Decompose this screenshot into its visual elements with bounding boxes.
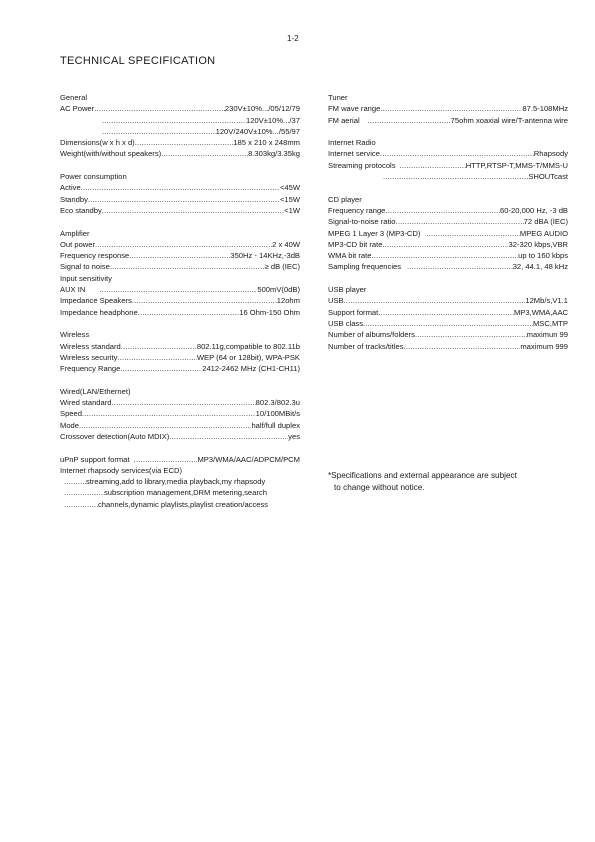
leader-dots [64, 476, 86, 487]
spec-label: MPEG 1 Layer 3 (MP3-CD) [328, 228, 421, 238]
spec-row-mp3-bitrate [328, 239, 568, 250]
leader-dots [129, 250, 230, 261]
spec-row-rhapsody-3 [60, 499, 300, 510]
radio-section-title: Internet Radio [328, 138, 376, 148]
spec-row-frequency-range [60, 363, 300, 374]
spec-label: Wired standard [60, 398, 112, 408]
spec-value: 500mV(0dB) [257, 285, 300, 295]
spec-row-eco [60, 205, 300, 216]
leader-dots [385, 205, 500, 216]
spec-row-ac-power-2 [60, 115, 300, 126]
spec-value: MP3,WMA,AAC [513, 307, 568, 317]
spec-row-output [60, 239, 300, 250]
leader-dots [161, 148, 248, 159]
spec-row-fm-aerial [328, 115, 568, 126]
right-column [328, 92, 568, 352]
spec-row-impedance-speakers [60, 295, 300, 306]
spec-row-usb-class [328, 318, 568, 329]
spec-label: USB class [328, 318, 364, 328]
spec-value: up to 160 kbps [518, 251, 568, 261]
spec-value: 230V±10%.../05/12/79 [224, 104, 300, 114]
spec-value: channels,dynamic playlists,playlist creation/access [98, 499, 269, 509]
leader-dots [169, 431, 288, 442]
spec-value: <15W [279, 194, 300, 204]
spec-value: streaming,add to library,media playback,my rhapsody [86, 477, 266, 487]
leader-dots [360, 115, 451, 126]
leader-dots [81, 182, 280, 193]
leader-dots [120, 363, 202, 374]
leader-dots [132, 295, 277, 306]
spec-value: 350Hz - 14KHz,-3dB [230, 251, 300, 261]
spec-label: Internet service [328, 149, 380, 159]
spec-value: 2412-2462 MHz (CH1-CH11) [202, 364, 300, 374]
leader-dots [420, 228, 519, 239]
leader-dots [102, 126, 216, 137]
spec-row-cd-frequency [328, 205, 568, 216]
spec-label: Streaming protocols [328, 160, 396, 170]
page-number: 1-2 [287, 34, 299, 43]
leader-dots [415, 329, 527, 340]
spec-row-rhapsody-1 [60, 476, 300, 487]
spec-value: WEP (64 or 128bit), WPA-PSK [196, 352, 300, 362]
leader-dots [380, 103, 522, 114]
leader-dots [121, 341, 197, 352]
spec-label: WMA bit rate [328, 251, 372, 261]
spec-label: uPnP support format [60, 454, 130, 464]
spec-row-streaming-protocols [328, 160, 568, 171]
spec-value: 2 x 40W [272, 239, 300, 249]
leader-dots [380, 148, 534, 159]
spec-value: yes [288, 431, 300, 441]
spec-row-mpeg [328, 228, 568, 239]
spec-value: maximun 99 [526, 330, 568, 340]
spec-row-impedance-headphone [60, 307, 300, 318]
leader-dots [102, 115, 246, 126]
spec-value: 72 dBA (IEC) [523, 217, 568, 227]
spec-value: 120V±10%.../37 [246, 115, 300, 125]
spec-row-crossover [60, 431, 300, 442]
spec-row-wireless-standard [60, 341, 300, 352]
leader-dots [382, 239, 508, 250]
spec-label: Frequency response [60, 251, 130, 261]
spec-value: MP3/WMA/AAC/ADPCM/PCM [197, 454, 300, 464]
spec-label: USB [328, 296, 344, 306]
spec-label: MP3-CD bit rate [328, 239, 383, 249]
spec-row-speed [60, 408, 300, 419]
leader-dots [344, 295, 526, 306]
spec-row-rhapsody-2 [60, 487, 300, 498]
leader-dots [130, 454, 198, 465]
leader-dots [85, 284, 257, 295]
spec-value: 75ohm xoaxial wire/T-antenna wire [450, 115, 568, 125]
spec-label: Dimensions(w x h x d) [60, 138, 135, 148]
spec-value: subscription management,DRM metering,search [104, 488, 267, 498]
spec-row-snr [60, 261, 300, 272]
spec-value: 32, 44.1, 48 kHz [512, 262, 568, 272]
leader-dots [112, 397, 256, 408]
spec-label: Signal to noise [60, 262, 110, 272]
leader-dots [94, 103, 225, 114]
spec-value: 802.11g,compatible to 802.11b [196, 341, 300, 351]
leader-dots [378, 307, 514, 318]
spec-label: Standby [60, 194, 88, 204]
spec-value: 8.303kg/3.35kg [248, 149, 300, 159]
spec-value: 16 Ohm-150 Ohm [239, 307, 300, 317]
spec-label: Wireless standard [60, 341, 121, 351]
spec-value: 32-320 kbps,VBR [508, 239, 568, 249]
leader-dots [371, 250, 518, 261]
spec-row-frequency [60, 250, 300, 261]
spec-row-usb [328, 295, 568, 306]
usb-section-title: USB player [328, 285, 367, 295]
leader-dots [117, 352, 196, 363]
spec-row-ac-power-3 [60, 126, 300, 137]
disclaimer-line-1: *Specifications and external appearance are subject [328, 471, 517, 480]
spec-row-wired-standard [60, 397, 300, 408]
leader-dots [82, 408, 256, 419]
spec-row-ac-power [60, 103, 300, 114]
tuner-section-title: Tuner [328, 93, 348, 102]
leader-dots [64, 499, 98, 510]
leader-dots [138, 307, 240, 318]
spec-value: maximum 999 [520, 341, 568, 351]
spec-label: Number of albums/folders [328, 330, 415, 340]
spec-label: Crossover detection(Auto MDIX) [60, 431, 170, 441]
leader-dots [396, 216, 524, 227]
spec-row-tracks [328, 341, 568, 352]
spec-row-cd-snr [328, 216, 568, 227]
spec-value: 802.3/802.3u [255, 398, 300, 408]
spec-label: Frequency Range [60, 364, 121, 374]
spec-row-streaming-protocols-2 [328, 171, 568, 182]
spec-value: Rhapsody [533, 149, 568, 159]
spec-label: FM aerial [328, 115, 360, 125]
spec-row-wma-bitrate [328, 250, 568, 261]
leader-dots [383, 171, 528, 182]
power-section-title: Power consumption [60, 172, 127, 182]
leader-dots [95, 239, 272, 250]
wireless-section-title: Wireless [60, 330, 90, 340]
leader-dots [88, 194, 280, 205]
spec-label: Wireless security [60, 352, 118, 362]
general-section-title: General [60, 93, 88, 102]
leader-dots [404, 341, 521, 352]
spec-label: AC Power [60, 104, 95, 114]
leader-dots [396, 160, 466, 171]
spec-label: Active [60, 183, 81, 193]
spec-value: SHOUTcast [528, 172, 568, 182]
spec-value: ≥ dB (IEC) [264, 262, 300, 272]
spec-label: Impedance Speakers [60, 296, 132, 306]
spec-value: <45W [279, 183, 300, 193]
leader-dots [79, 420, 251, 431]
spec-label: FM wave range [328, 104, 381, 114]
spec-value: half/full duplex [251, 420, 300, 430]
spec-label: Number of tracks/titles [328, 341, 404, 351]
spec-row-dimensions [60, 137, 300, 148]
leader-dots [363, 318, 533, 329]
rhapsody-title: Internet rhapsody services(via ECD) [60, 465, 182, 475]
spec-label: Support format [328, 307, 379, 317]
spec-row-fm-range [328, 103, 568, 114]
spec-value: 87.5-108MHz [522, 104, 568, 114]
spec-label: Signal-to-noise ratio [328, 217, 396, 227]
spec-row-mode [60, 420, 300, 431]
spec-label: Weight(with/without speakers) [60, 149, 162, 159]
spec-row-support-format [328, 307, 568, 318]
wired-section-title: Wired(LAN/Ethernet) [60, 386, 131, 396]
cd-section-title: CD player [328, 194, 362, 204]
disclaimer-line-2: to change without notice. [334, 482, 425, 492]
spec-label: Eco standby [60, 205, 102, 215]
leader-dots [110, 261, 265, 272]
spec-row-aux [60, 284, 300, 295]
spec-label: Mode [60, 420, 79, 430]
spec-value: MPEG AUDIO [519, 228, 568, 238]
leader-dots [64, 487, 104, 498]
spec-value: 12ohm [276, 296, 300, 306]
spec-row-upnp-format [60, 454, 300, 465]
spec-row-wireless-security [60, 352, 300, 363]
spec-value: 10/100MBit/s [255, 409, 300, 419]
spec-value: <1W [284, 205, 300, 215]
spec-row-active [60, 182, 300, 193]
spec-row-sampling [328, 261, 568, 272]
spec-label: Speed [60, 409, 82, 419]
spec-value: 120V/240V±10%.../55/97 [215, 126, 300, 136]
leader-dots [102, 205, 284, 216]
spec-label: Sampling frequencies [328, 262, 402, 272]
spec-row-standby [60, 194, 300, 205]
spec-row-internet-service [328, 148, 568, 159]
spec-value: HTTP,RTSP-T,MMS-T/MMS-U [465, 160, 568, 170]
spec-label: Frequency range [328, 205, 386, 215]
amplifier-section-title: Amplifier [60, 228, 90, 238]
leader-dots [401, 261, 513, 272]
spec-label: AUX IN [60, 285, 86, 295]
spec-value: 185 x 210 x 248mm [233, 138, 300, 148]
spec-value: 60-20,000 Hz, -3 dB [500, 205, 568, 215]
spec-row-weight [60, 148, 300, 159]
disclaimer-note [328, 470, 578, 493]
spec-value: MSC,MTP [532, 318, 568, 328]
spec-row-albums [328, 329, 568, 340]
input-sensitivity-title: Input sensitivity [60, 273, 112, 283]
page-title: TECHNICAL SPECIFICATION [60, 55, 216, 67]
left-column [60, 92, 300, 510]
spec-value: 12Mb/s,V1.1 [525, 296, 568, 306]
leader-dots [135, 137, 234, 148]
spec-label: Out power [60, 239, 96, 249]
spec-label: Impedance headphone [60, 307, 138, 317]
